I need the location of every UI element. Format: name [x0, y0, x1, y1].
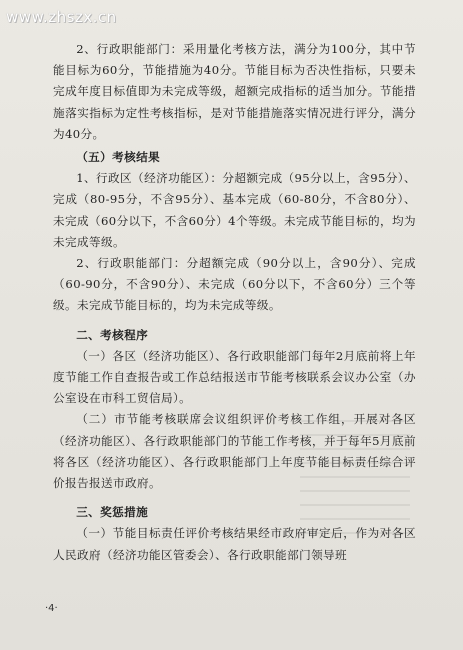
paragraph-procedure-2: （二）市节能考核联席会议组织评价考核工作组，开展对各区（经济功能区）、各行政职能部门的节能工作考核，并于每年5月底前将各区（经济功能区）、各行政职能部门上年度节能目标责任综合评价报告报送市政府。	[53, 412, 416, 491]
heading-assessment-results: （五）考核结果	[76, 150, 161, 165]
paragraph-district-results: 1、行政区（经济功能区）：分超额完成（95分以上，含95分）、完成（80-95分，不含95分）、基本完成（60-80分，不含80分）、未完成（60分以下，不含60分）4个等级。未完成节能目标的，均为未完成等级。	[53, 171, 416, 249]
paragraph-dept-results: 2、行政职能部门：分超额完成（90分以上，含90分）、完成（60-90分，不含90分）、未完成（60分以下，不含60分）三个等级。未完成节能目标的，均为未完成等级。	[53, 256, 416, 313]
document-body	[53, 39, 416, 566]
paragraph-rewards-1: （一）节能目标责任评价考核结果经市政府审定后，作为对各区人民政府（经济功能区管委会）、各行政职能部门领导班	[53, 526, 416, 562]
page-number: ·4·	[45, 603, 58, 614]
paragraph-procedure-1: （一）各区（经济功能区）、各行政职能部门每年2月底前将上年度节能工作自查报告或工作总结报送市节能考核联系会议办公室（办公室设在市科工贸信局）。	[53, 348, 416, 406]
heading-rewards-penalties: 三、奖惩措施	[76, 505, 149, 520]
watermark: www.zhszx.cn	[6, 8, 117, 26]
paragraph-dept-scoring: 2、行政职能部门：采用量化考核方法，满分为100分，其中节能目标为60分，节能措施为40分。节能目标为否决性指标，只要未完成年度目标值即为未完成等级，超额完成指标的适当加分。节能措施落实指标为定性考核指标，是对节能措施落实情况进行评分，满分为40分。	[53, 42, 416, 141]
heading-assessment-procedure: 二、考核程序	[76, 327, 149, 342]
